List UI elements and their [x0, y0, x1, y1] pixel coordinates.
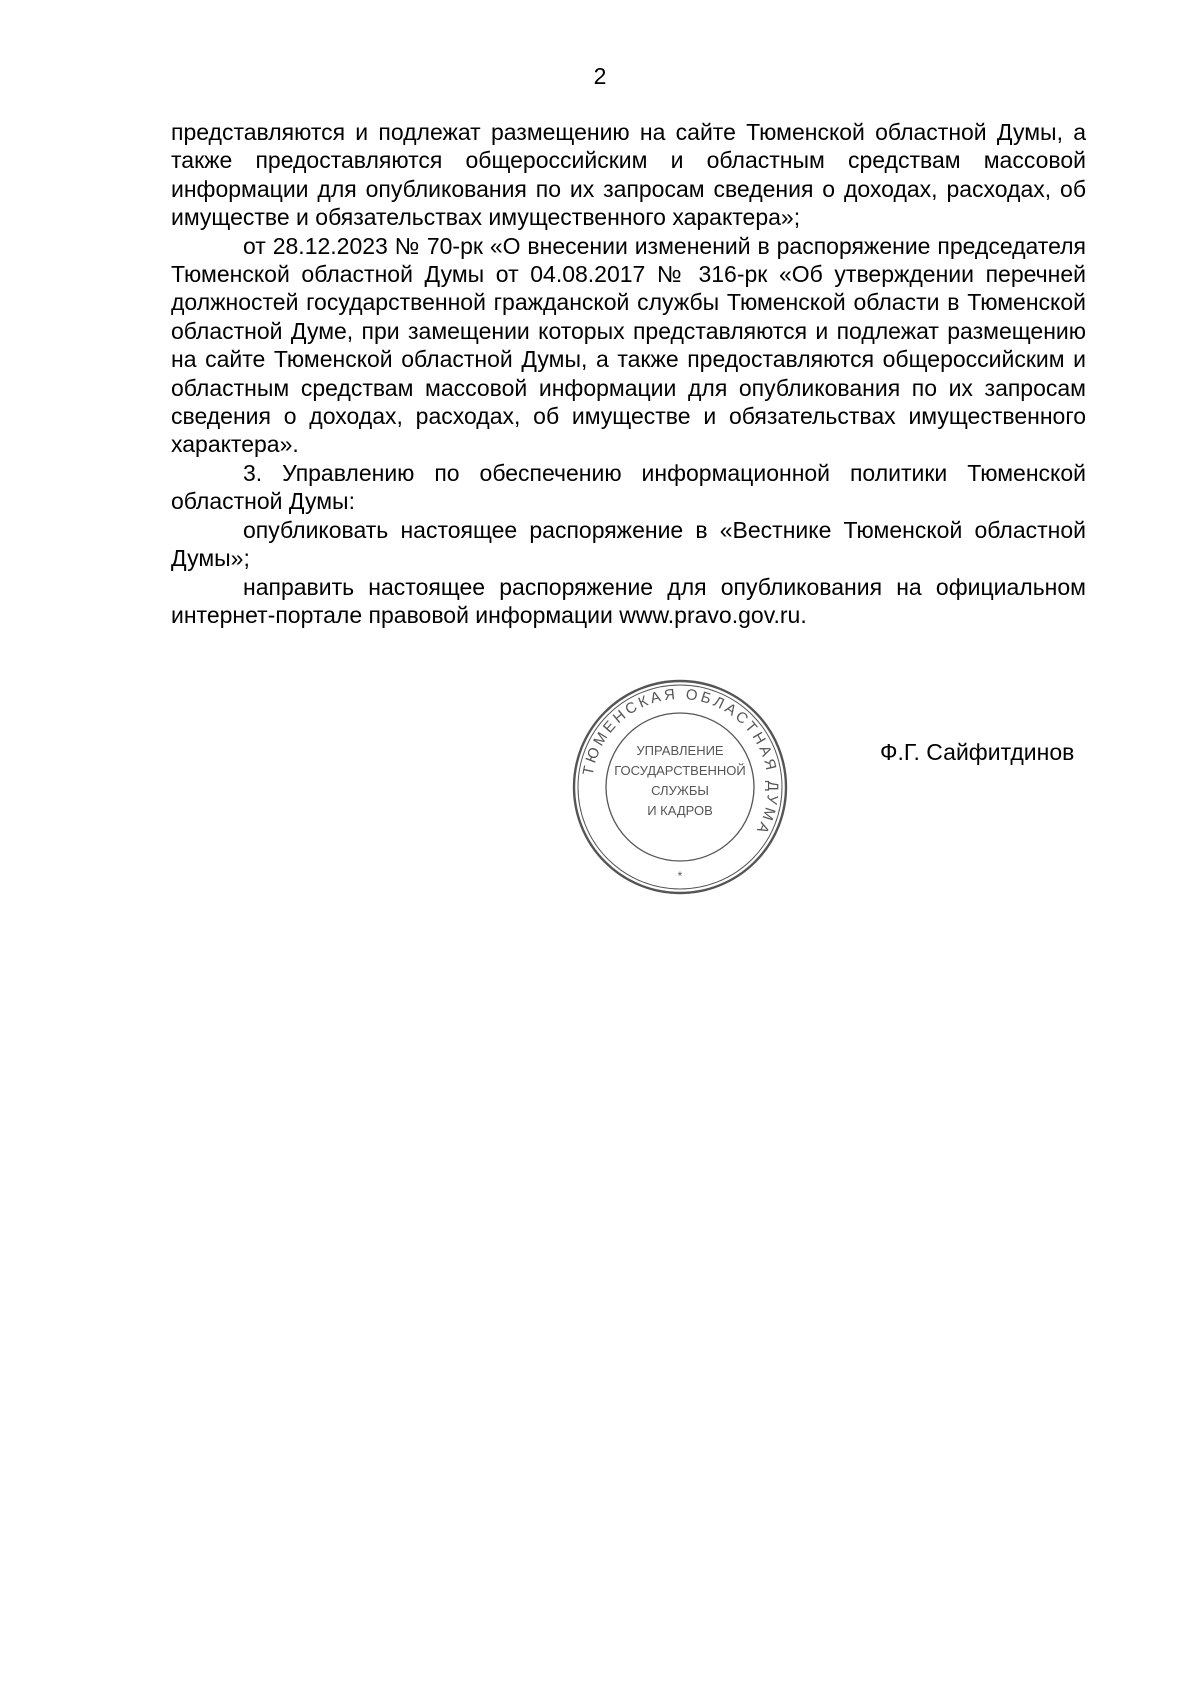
paragraph-amendment-ref: от 28.12.2023 № 70-рк «О внесении изменений в распоряжение председателя Тюменской областной Думы от 04.08.2017 № 316-рк «Об утверждении перечней должностей государственной гражданской службы Тюменской области в Тюменской областной Думе, при замещении которых представляются и подлежат размещению на сайте Тюменской областной Думы, а также предоставляются общероссийским и областным средствам массовой информации для опубликования по их запросам сведения о доходах, расходах, об имуществе и обязательствах имущественного характера».	[171, 232, 1086, 458]
paragraph-item-3: 3. Управлению по обеспечению информационной политики Тюменской областной Думы:	[171, 459, 1086, 515]
stamp-inner-line-4: И КАДРОВ	[647, 803, 713, 818]
official-seal-stamp	[570, 677, 790, 897]
stamp-inner-line-1: УПРАВЛЕНИЕ	[636, 743, 724, 758]
document-body	[171, 118, 1086, 629]
stamp-outer-text: ТЮМЕНСКАЯ ОБЛАСТНАЯ ДУМА	[579, 685, 782, 839]
stamp-inner-line-3: СЛУЖБЫ	[651, 783, 709, 798]
stamp-star: *	[677, 869, 683, 883]
page-number: 2	[593, 63, 607, 89]
paragraph-publish-vestnik: опубликовать настоящее распоряжение в «Вестнике Тюменской областной Думы»;	[171, 516, 1086, 572]
stamp-inner-line-2: ГОСУДАРСТВЕННОЙ	[614, 763, 746, 778]
paragraph-continuation: представляются и подлежат размещению на сайте Тюменской областной Думы, а также предоставляются общероссийским и областным средствам массовой информации для опубликования по их запросам сведения о доходах, расходах, об имуществе и обязательствах имущественного характера»;	[171, 119, 1086, 231]
signatory-name: Ф.Г. Сайфитдинов	[880, 739, 1075, 765]
paragraph-publish-portal: направить настоящее распоряжение для опубликования на официальном интернет-портале правовой информации www.pravo.gov.ru.	[171, 573, 1086, 628]
